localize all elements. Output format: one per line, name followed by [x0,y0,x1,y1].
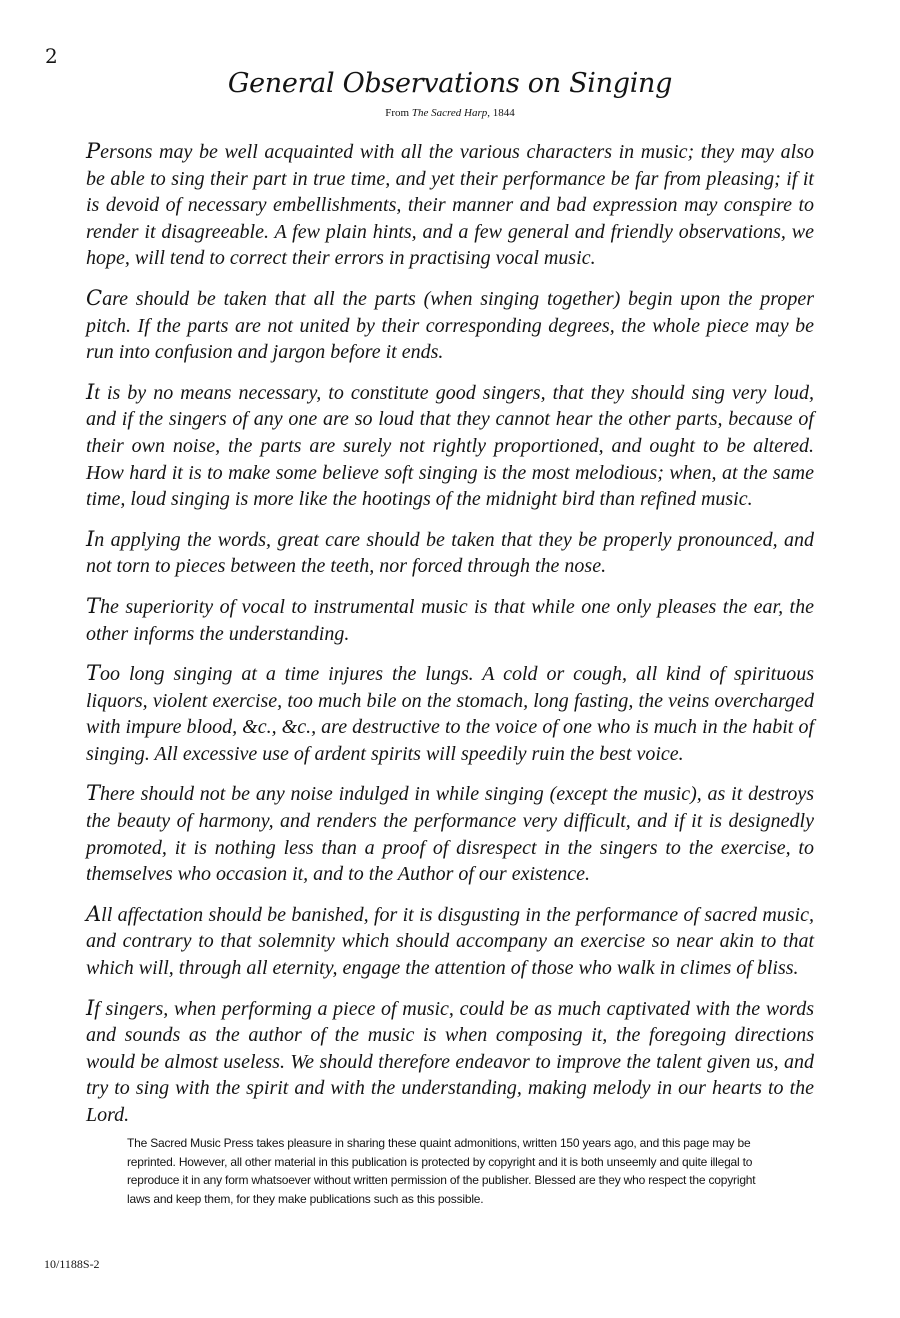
page-title: General Observations on Singing [227,68,673,99]
source-year: , 1844 [487,107,515,119]
paragraph-initial: T [86,661,101,686]
paragraph-text: t is by no means necessary, to constitute good singers, that they should sing very loud, and if the singers of any one are so loud that they cannot hear the other parts, because of their own noise, the parts are surely not rightly proportioned, and ought to be altered. How hard it is to make some believe soft singing is the most melodious; when, at the same time, loud singing is more like the hootings of the midnight bird than refined music. [86,381,814,511]
paragraph [86,285,814,366]
paragraph [86,379,814,513]
paragraph-initial: I [86,526,95,551]
paragraph-text: n applying the words, great care should be taken that they be properly pronounced, and not torn to pieces between the teeth, nor forced through the nose. [86,528,814,578]
paragraph [86,995,814,1129]
source-book-title: The Sacred Harp [411,107,488,119]
paragraph [86,660,814,767]
paragraph [86,138,814,272]
paragraph-text: ll affectation should be banished, for it is disgusting in the performance of sacred music, and contrary to that solemnity which should accompany an exercise so near akin to that which will, through all eternity, engage the attention of those who walk in climes of bliss. [86,903,814,980]
paragraph-text: are should be taken that all the parts (when singing together) begin upon the proper pitch. If the parts are not united by their corresponding degrees, the whole piece may be run into confusion and jargon before it ends. [86,287,814,364]
paragraph-initial: P [86,139,101,163]
paragraph-text: f singers, when performing a piece of music, could be as much captivated with the words and sounds as the author of the music is when composing it, the foregoing directions would be almost useless. We should therefore endeavor to improve the talent given us, and try to sing with the spirit and with the understanding, making melody in our hearts to the Lord. [86,997,814,1126]
catalog-number: 10/1188S-2 [44,1257,100,1271]
paragraph-text: ersons may be well acquainted with all the various characters in music; they may also be able to sing their part in true time, and yet their performance be far from pleasing; if it is devoid of necessary embellishments, their manner and bad expression may conspire to render it disagreeable. A few plain hints, and a few general and friendly observations, we hope, will tend to correct their errors in practising vocal music. [86,141,814,270]
paragraph [86,593,814,647]
source-citation [0,107,900,119]
paragraph-initial: I [86,995,95,1020]
paragraph-initial: T [86,593,101,618]
paragraph-initial: T [86,781,101,806]
paragraph [86,526,814,580]
paragraph [86,780,814,887]
paragraph-text: here should not be any noise indulged in while singing (except the music), as it destroys the beauty of harmony, and renders the performance very difficult, and if it is designedly promoted, it is nothing less than a proof of disrespect in the singers to the exercise, to themselves who occasion it, and to the Author of our existence. [86,783,814,886]
source-prefix: From [385,107,412,119]
page-number: 2 [45,44,58,68]
article-body [86,138,814,1142]
paragraph-text: he superiority of vocal to instrumental music is that while one only pleases the ear, the other informs the understanding. [86,595,814,645]
paragraph-initial: C [86,285,103,310]
paragraph-initial: I [86,379,95,404]
paragraph-text: oo long singing at a time injures the lungs. A cold or cough, all kind of spirituous liquors, violent exercise, too much bile on the stomach, long fasting, the veins overcharged with impure blood, &c., &c., are destructive to the voice of one who is much in the habit of singing. All excessive use of ardent spirits will speedily ruin the best voice. [86,663,814,765]
paragraph-initial: A [86,901,102,926]
copyright-notice: The Sacred Music Press takes pleasure in sharing these quaint admonitions, written 150 years ago, and this page may be reprinted. However, all other material in this publication is protected by copyright and it is both unseemly and quite illegal to reproduce it in any form whatsoever without written permission of the publisher. Blessed are they who respect the copyright laws and keep them, for they make publications such as this possible. [127,1136,756,1206]
paragraph [86,901,814,982]
